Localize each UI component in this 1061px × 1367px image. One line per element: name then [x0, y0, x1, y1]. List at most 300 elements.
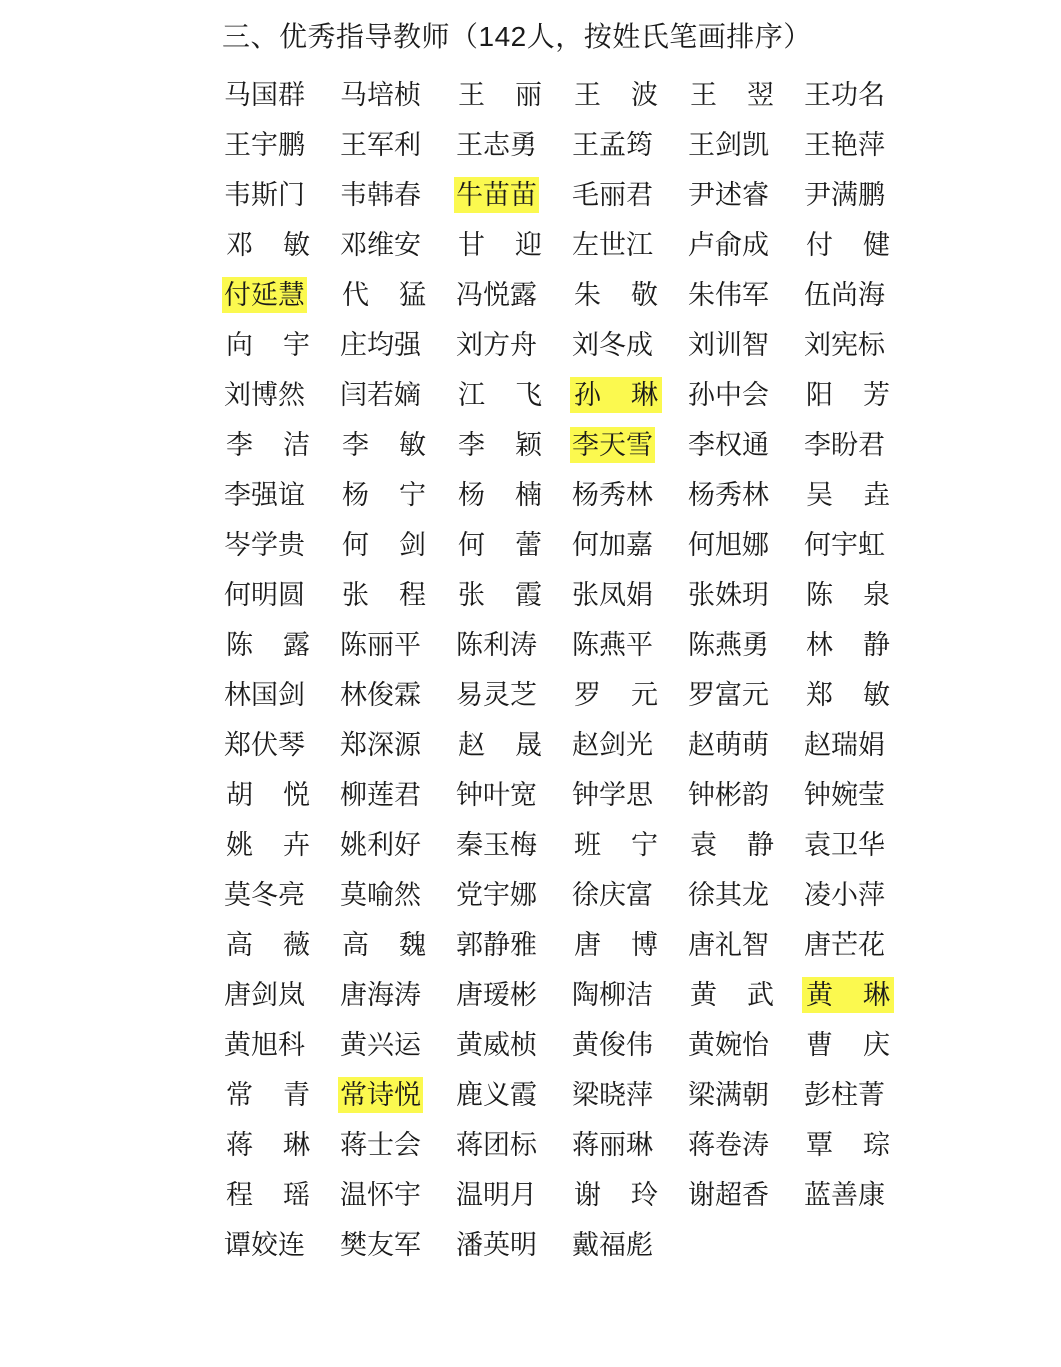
name-char: 程: [226, 1180, 253, 1210]
name-char: 武: [747, 980, 774, 1010]
list-item: [802, 220, 918, 270]
list-item: [338, 520, 454, 570]
teacher-name: 王艳萍: [804, 130, 885, 160]
name-char: 向: [226, 330, 253, 360]
list-item: [570, 920, 686, 970]
name-char: 孙: [574, 380, 601, 410]
teacher-name: 蒋卷涛: [688, 1130, 769, 1160]
name-char: 覃: [806, 1130, 833, 1160]
teacher-name-highlighted: [802, 977, 894, 1013]
teacher-name: 尹述睿: [688, 180, 769, 210]
list-item: [222, 120, 338, 170]
name-char: 魏: [399, 930, 426, 960]
teacher-name: 韦斯门: [224, 180, 305, 210]
name-char: 何: [342, 530, 369, 560]
list-item: [222, 520, 338, 570]
teacher-name: [454, 477, 546, 513]
list-item: [570, 470, 686, 520]
name-char: 静: [863, 630, 890, 660]
list-item: [338, 570, 454, 620]
list-item: [686, 1070, 802, 1120]
list-item: [338, 1020, 454, 1070]
name-char: 霞: [515, 580, 542, 610]
list-item: [686, 470, 802, 520]
name-char: 班: [574, 830, 601, 860]
teacher-name: 陈燕平: [572, 630, 653, 660]
list-item: [802, 920, 918, 970]
teacher-name: [338, 477, 430, 513]
teacher-name: [454, 727, 546, 763]
teacher-name: 黄兴运: [340, 1030, 421, 1060]
teacher-name: 党宇娜: [456, 880, 537, 910]
teacher-name: 左世江: [572, 230, 653, 260]
name-char: 琮: [863, 1130, 890, 1160]
name-char: 吴: [806, 480, 833, 510]
name-char: 郑: [806, 680, 833, 710]
teacher-name: 马国群: [224, 80, 305, 110]
teacher-name: [222, 927, 314, 963]
teacher-name: 刘博然: [224, 380, 305, 410]
name-char: 泉: [863, 580, 890, 610]
list-item: [222, 620, 338, 670]
list-item: [686, 170, 802, 220]
teacher-name: 庄均强: [340, 330, 421, 360]
name-char: 李: [226, 430, 253, 460]
teacher-name: 黄婉怡: [688, 1030, 769, 1060]
name-char: 林: [806, 630, 833, 660]
list-item: [222, 1220, 338, 1270]
name-char: 宇: [283, 330, 310, 360]
list-item: [802, 170, 918, 220]
teacher-name: [338, 927, 430, 963]
teacher-name: [802, 677, 894, 713]
name-char: 薇: [283, 930, 310, 960]
list-item: [454, 270, 570, 320]
teacher-name: 赵瑞娟: [804, 730, 885, 760]
name-char: 张: [458, 580, 485, 610]
teacher-name: 孙中会: [688, 380, 769, 410]
teacher-name: [454, 377, 546, 413]
teacher-name: 王宇鹏: [224, 130, 305, 160]
teacher-name: 李强谊: [224, 480, 305, 510]
teacher-name: [222, 827, 314, 863]
teacher-name: [222, 427, 314, 463]
list-item: [338, 820, 454, 870]
teacher-name: [570, 927, 662, 963]
list-item: [338, 320, 454, 370]
teacher-name: 张凤娟: [572, 580, 653, 610]
name-char: 敬: [631, 280, 658, 310]
list-item: [570, 1070, 686, 1120]
teacher-name: 蒋丽琳: [572, 1130, 653, 1160]
name-char: 罗: [574, 680, 601, 710]
teacher-name: 罗富元: [688, 680, 769, 710]
list-item: [222, 70, 338, 120]
teacher-name: 朱伟军: [688, 280, 769, 310]
list-item: [454, 70, 570, 120]
teacher-name: 赵剑光: [572, 730, 653, 760]
teacher-name: [454, 77, 546, 113]
name-char: 李: [342, 430, 369, 460]
teacher-name: 林国剑: [224, 680, 305, 710]
teacher-name: 王剑凯: [688, 130, 769, 160]
list-item: [454, 420, 570, 470]
name-char: 晟: [515, 730, 542, 760]
name-char: 高: [342, 930, 369, 960]
name-char: 袁: [690, 830, 717, 860]
name-char: 赵: [458, 730, 485, 760]
name-char: 代: [342, 280, 369, 310]
list-item: [570, 870, 686, 920]
list-item: [454, 1220, 570, 1270]
list-item: [222, 220, 338, 270]
name-char: 王: [574, 80, 601, 110]
teacher-name: 刘宪标: [804, 330, 885, 360]
teacher-name: 陈丽平: [340, 630, 421, 660]
teacher-name: [338, 577, 430, 613]
name-char: 瑶: [283, 1180, 310, 1210]
teacher-name: 袁卫华: [804, 830, 885, 860]
list-item: [338, 670, 454, 720]
teacher-name: [338, 427, 430, 463]
name-char: 颖: [515, 430, 542, 460]
list-item: [222, 1020, 338, 1070]
list-item: [338, 270, 454, 320]
list-item: [222, 970, 338, 1020]
teacher-name: 钟婉莹: [804, 780, 885, 810]
teacher-name: 杨秀林: [688, 480, 769, 510]
teacher-name: [222, 227, 314, 263]
name-char: 芳: [863, 380, 890, 410]
name-char: 迎: [515, 230, 542, 260]
list-item: [686, 670, 802, 720]
teacher-name: 李权通: [688, 430, 769, 460]
list-item: [570, 1020, 686, 1070]
teacher-name: [454, 427, 546, 463]
name-char: 琳: [863, 980, 890, 1010]
list-item: [802, 570, 918, 620]
teacher-name: [802, 1027, 894, 1063]
name-char: 飞: [515, 380, 542, 410]
list-item: [570, 420, 686, 470]
list-item: [222, 320, 338, 370]
teacher-name: 秦玉梅: [456, 830, 537, 860]
name-char: 悦: [283, 780, 310, 810]
teacher-name: [802, 377, 894, 413]
teacher-name: [686, 77, 778, 113]
teacher-name: [802, 627, 894, 663]
teacher-name: [570, 677, 662, 713]
list-item: [802, 770, 918, 820]
teacher-name-highlighted: 付延慧: [222, 277, 307, 313]
name-char: 玲: [631, 1180, 658, 1210]
name-char: 杨: [458, 480, 485, 510]
list-item: [222, 170, 338, 220]
list-item: [802, 70, 918, 120]
list-item: [802, 370, 918, 420]
list-item: [454, 220, 570, 270]
list-item: [802, 620, 918, 670]
list-item: [802, 670, 918, 720]
teacher-name: [454, 527, 546, 563]
list-item: [686, 520, 802, 570]
list-item: [570, 270, 686, 320]
list-item: [686, 1120, 802, 1170]
name-char: 姚: [226, 830, 253, 860]
teacher-name: 徐其龙: [688, 880, 769, 910]
list-item: [686, 1020, 802, 1070]
list-item: [338, 470, 454, 520]
name-char: 黄: [690, 980, 717, 1010]
teacher-name: [802, 477, 894, 513]
name-char: 波: [631, 80, 658, 110]
list-item: [222, 820, 338, 870]
teacher-name: 樊友军: [340, 1230, 421, 1260]
teacher-name: 李盼君: [804, 430, 885, 460]
list-item: [338, 1120, 454, 1170]
name-char: 朱: [574, 280, 601, 310]
list-item: [570, 620, 686, 670]
name-char: 常: [226, 1080, 253, 1110]
list-item: [454, 370, 570, 420]
name-char: 谢: [574, 1180, 601, 1210]
teacher-name: 陶柳洁: [572, 980, 653, 1010]
teacher-name: 闫若嫡: [340, 380, 421, 410]
list-item: [686, 420, 802, 470]
list-item: [802, 970, 918, 1020]
teacher-name: 何加嘉: [572, 530, 653, 560]
list-item: [338, 70, 454, 120]
name-char: 楠: [515, 480, 542, 510]
name-char: 张: [342, 580, 369, 610]
list-item: [338, 1170, 454, 1220]
teacher-name: 谭姣连: [224, 1230, 305, 1260]
list-item: [338, 720, 454, 770]
name-char: 翌: [747, 80, 774, 110]
list-item: [686, 920, 802, 970]
teacher-name: 黄旭科: [224, 1030, 305, 1060]
list-item: [686, 770, 802, 820]
list-item: [338, 770, 454, 820]
list-item: [338, 370, 454, 420]
list-item: [686, 320, 802, 370]
teacher-name: [338, 527, 430, 563]
list-item: [222, 370, 338, 420]
list-item: [222, 470, 338, 520]
teacher-name: [802, 1127, 894, 1163]
list-item: [454, 320, 570, 370]
name-char: 蒋: [226, 1130, 253, 1160]
teacher-name: 唐海涛: [340, 980, 421, 1010]
teacher-name: 唐剑岚: [224, 980, 305, 1010]
name-char: 黄: [806, 980, 833, 1010]
teacher-name: 王军利: [340, 130, 421, 160]
teacher-name: 温明月: [456, 1180, 537, 1210]
teacher-name: 伍尚海: [804, 280, 885, 310]
list-item: [222, 670, 338, 720]
list-item: [454, 470, 570, 520]
name-char: 丽: [515, 80, 542, 110]
list-item: [802, 270, 918, 320]
teacher-name: 戴福彪: [572, 1230, 653, 1260]
teacher-name: 柳莲君: [340, 780, 421, 810]
list-item: [454, 820, 570, 870]
name-char: 露: [283, 630, 310, 660]
teacher-name: [454, 227, 546, 263]
teacher-name: 徐庆富: [572, 880, 653, 910]
list-item: [686, 1170, 802, 1220]
teacher-name: [454, 577, 546, 613]
teacher-name: [222, 627, 314, 663]
teacher-name: 刘训智: [688, 330, 769, 360]
name-char: 阳: [806, 380, 833, 410]
list-item: [222, 870, 338, 920]
list-item: [802, 420, 918, 470]
teacher-name: 姚利好: [340, 830, 421, 860]
list-item: [570, 770, 686, 820]
list-item: [338, 920, 454, 970]
name-char: 洁: [283, 430, 310, 460]
list-item: [454, 1170, 570, 1220]
list-item: [686, 120, 802, 170]
name-char: 高: [226, 930, 253, 960]
list-item: [686, 820, 802, 870]
list-item: [338, 1220, 454, 1270]
teacher-name-highlighted: 常诗悦: [338, 1077, 423, 1113]
teacher-name: 尹满鹏: [804, 180, 885, 210]
teacher-name: 何明圆: [224, 580, 305, 610]
list-item: [222, 920, 338, 970]
list-item: [686, 970, 802, 1020]
teacher-name: 刘方舟: [456, 330, 537, 360]
list-item: [686, 620, 802, 670]
teacher-name: 黄俊伟: [572, 1030, 653, 1060]
list-item: [570, 370, 686, 420]
teacher-name: 王功名: [804, 80, 885, 110]
teacher-name: [570, 1177, 662, 1213]
name-char: 猛: [399, 280, 426, 310]
name-char: 庆: [863, 1030, 890, 1060]
name-char: 静: [747, 830, 774, 860]
list-item: [802, 1070, 918, 1120]
teacher-name: 钟叶宽: [456, 780, 537, 810]
list-item: [570, 820, 686, 870]
teacher-name: 马培桢: [340, 80, 421, 110]
teacher-name: 郑伏琴: [224, 730, 305, 760]
list-item: [802, 820, 918, 870]
teacher-name-grid: [222, 70, 901, 1270]
teacher-name: [686, 977, 778, 1013]
list-item: [802, 720, 918, 770]
teacher-name: 何宇虹: [804, 530, 885, 560]
teacher-name-highlighted: [570, 377, 662, 413]
name-char: 付: [806, 230, 833, 260]
teacher-name: 温怀宇: [340, 1180, 421, 1210]
name-char: 博: [631, 930, 658, 960]
list-item: [454, 620, 570, 670]
name-char: 宁: [399, 480, 426, 510]
list-item: [570, 520, 686, 570]
teacher-name: [570, 277, 662, 313]
list-item: [222, 420, 338, 470]
teacher-name: [222, 1177, 314, 1213]
list-item: [454, 970, 570, 1020]
teacher-name: 陈燕勇: [688, 630, 769, 660]
list-item: [802, 120, 918, 170]
teacher-name: 谢超香: [688, 1180, 769, 1210]
teacher-name: 唐芒花: [804, 930, 885, 960]
name-char: 何: [458, 530, 485, 560]
name-char: 杨: [342, 480, 369, 510]
list-item: [570, 70, 686, 120]
teacher-name: 郭静雅: [456, 930, 537, 960]
teacher-name: 唐瑷彬: [456, 980, 537, 1010]
teacher-name: 张姝玥: [688, 580, 769, 610]
name-char: 江: [458, 380, 485, 410]
list-item: [802, 1120, 918, 1170]
name-char: 敏: [283, 230, 310, 260]
list-item: [338, 420, 454, 470]
teacher-name: 岑学贵: [224, 530, 305, 560]
name-char: 剑: [399, 530, 426, 560]
teacher-name: 何旭娜: [688, 530, 769, 560]
list-item: [570, 970, 686, 1020]
teacher-name: 钟学思: [572, 780, 653, 810]
list-item: [570, 320, 686, 370]
list-item: [454, 570, 570, 620]
teacher-name: 卢俞成: [688, 230, 769, 260]
list-item: [454, 770, 570, 820]
name-char: 胡: [226, 780, 253, 810]
name-char: 琳: [631, 380, 658, 410]
name-char: 陈: [226, 630, 253, 660]
list-item: [570, 120, 686, 170]
list-item: [686, 570, 802, 620]
list-item: [686, 720, 802, 770]
list-item: [222, 1070, 338, 1120]
name-char: 唐: [574, 930, 601, 960]
list-item: [686, 270, 802, 320]
list-item: [222, 720, 338, 770]
teacher-name: 莫喻然: [340, 880, 421, 910]
list-item: [686, 370, 802, 420]
teacher-name: 梁满朝: [688, 1080, 769, 1110]
name-char: 卉: [283, 830, 310, 860]
teacher-name: 毛丽君: [572, 180, 653, 210]
list-item: [802, 870, 918, 920]
teacher-name: 王志勇: [456, 130, 537, 160]
teacher-name: [222, 777, 314, 813]
name-char: 敏: [863, 680, 890, 710]
list-item: [338, 170, 454, 220]
teacher-name: 韦韩春: [340, 180, 421, 210]
list-item: [222, 1120, 338, 1170]
teacher-name: 凌小萍: [804, 880, 885, 910]
list-item: [222, 770, 338, 820]
teacher-name: [222, 1077, 314, 1113]
teacher-name-highlighted: 李天雪: [570, 427, 655, 463]
teacher-name: 陈利涛: [456, 630, 537, 660]
list-item: [222, 270, 338, 320]
list-item: [570, 670, 686, 720]
teacher-name: 潘英明: [456, 1230, 537, 1260]
list-item: [454, 670, 570, 720]
teacher-name: [222, 1127, 314, 1163]
teacher-name: 冯悦露: [456, 280, 537, 310]
list-item: [802, 470, 918, 520]
list-item: [338, 220, 454, 270]
name-char: 邓: [226, 230, 253, 260]
